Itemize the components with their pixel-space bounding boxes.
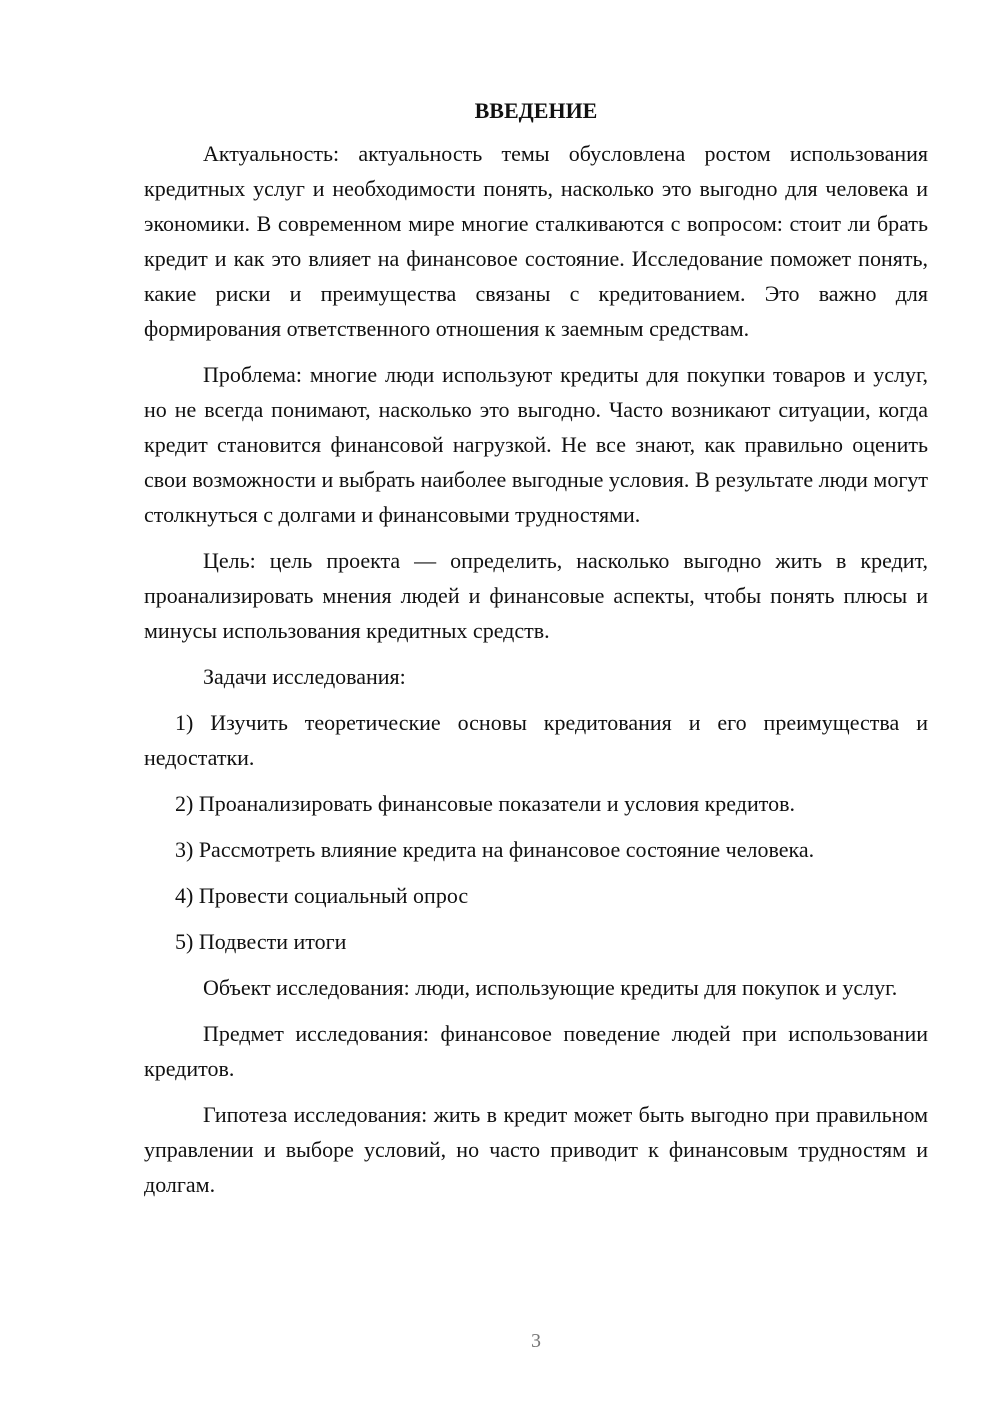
paragraph-hypothesis: Гипотеза исследования: жить в кредит может быть выгодно при правильном управлении и выборе условий, но часто приводит к финансовым трудностям и долгам. bbox=[144, 1102, 928, 1197]
paragraph-object: Объект исследования: люди, использующие кредиты для покупок и услуг. bbox=[203, 975, 898, 1000]
section-title: ВВЕДЕНИЕ bbox=[474, 98, 598, 123]
paragraph-problem: Проблема: многие люди используют кредиты для покупки товаров и услуг, но не всегда понимают, насколько это выгодно. Часто возникают ситуации, когда кредит становится финансовой нагрузкой. Не все знают, как правильно оценить свои возможности и выбрать наиболее выгодные условия. В результате люди могут столкнуться с долгами и финансовыми трудностями. bbox=[144, 362, 928, 527]
paragraph-subject: Предмет исследования: финансовое поведение людей при использовании кредитов. bbox=[144, 1021, 928, 1081]
paragraph-relevance: Актуальность: актуальность темы обусловлена ростом использования кредитных услуг и необходимости понять, насколько это выгодно для человека и экономики. В современном мире многие сталкиваются с вопросом: стоит ли брать кредит и как это влияет на финансовое состояние. Исследование поможет понять, какие риски и преимущества связаны с кредитованием. Это важно для формирования ответственного отношения к заемным средствам. bbox=[144, 141, 928, 341]
page-number: 3 bbox=[531, 1330, 541, 1352]
task-item: 2) Проанализировать финансовые показатели и условия кредитов. bbox=[175, 791, 795, 816]
paragraph-tasks-heading: Задачи исследования: bbox=[203, 664, 406, 689]
task-item: 5) Подвести итоги bbox=[175, 929, 347, 954]
task-item: 1) Изучить теоретические основы кредитования и его преимущества и недостатки. bbox=[144, 710, 928, 770]
document-page bbox=[144, 96, 928, 1213]
paragraph-goal: Цель: цель проекта — определить, насколько выгодно жить в кредит, проанализировать мнения людей и финансовые аспекты, чтобы понять плюсы и минусы использования кредитных средств. bbox=[144, 548, 928, 643]
task-item: 3) Рассмотреть влияние кредита на финансовое состояние человека. bbox=[175, 837, 815, 862]
task-item: 4) Провести социальный опрос bbox=[175, 883, 469, 908]
